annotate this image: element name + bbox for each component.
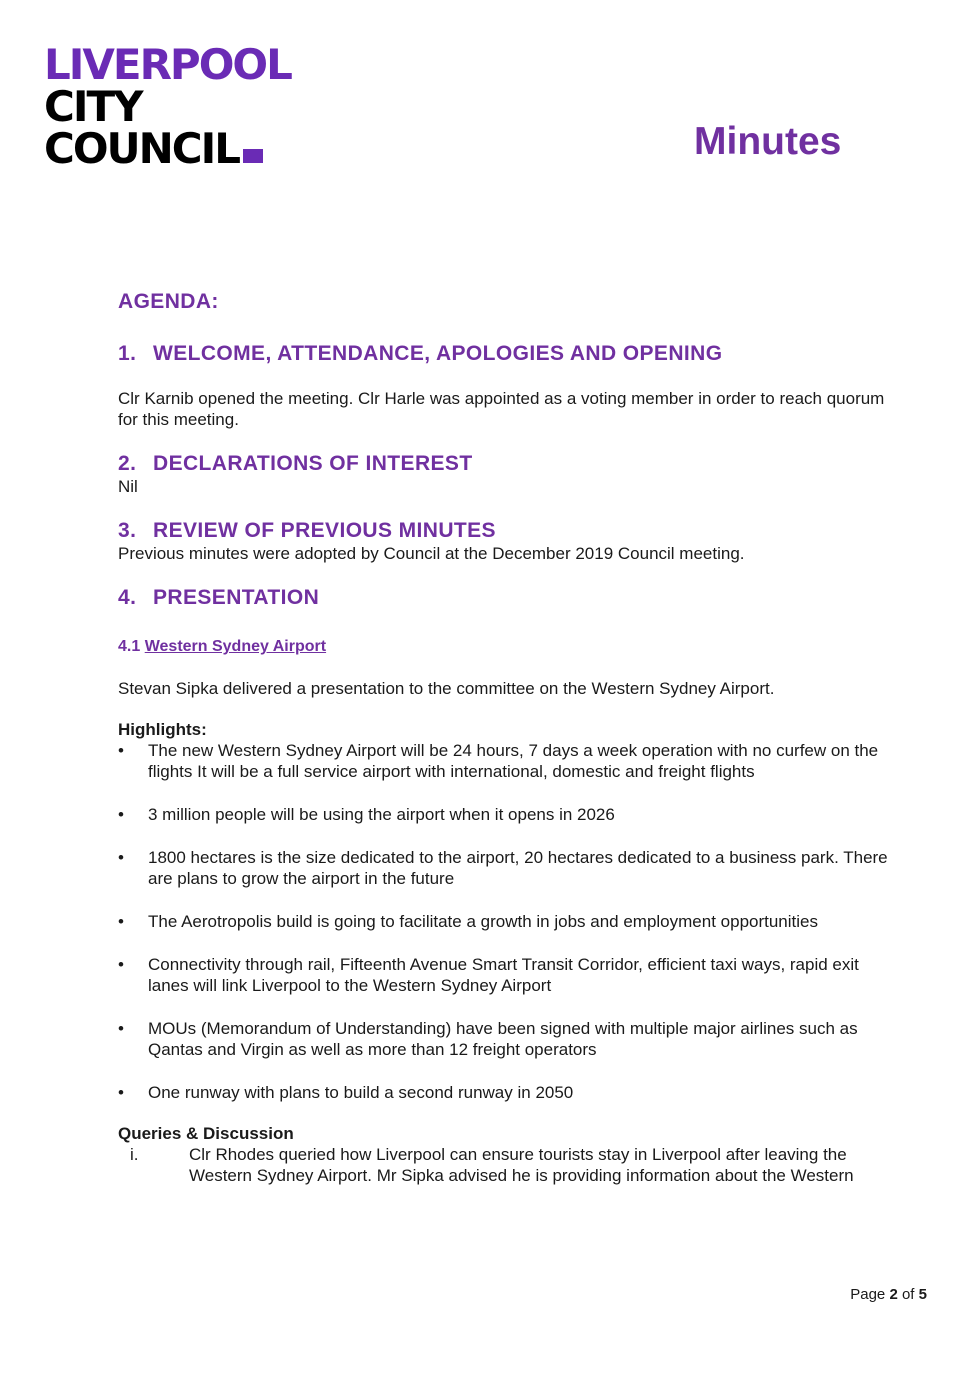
list-item: • Connectivity through rail, Fifteenth Avenue Smart Transit Corridor, efficient taxi ways, rapid exit lanes will link Liverpool to the Western Sydney Airport [118, 954, 890, 996]
logo-line-council-text: COUNCIL [44, 124, 239, 173]
section-title: DECLARATIONS OF INTEREST [153, 452, 473, 475]
page-number: 2 [889, 1286, 898, 1303]
section-3-body: Previous minutes were adopted by Council at the December 2019 Council meeting. [118, 544, 745, 563]
page-footer [850, 1286, 927, 1303]
western-sydney-airport-link[interactable]: Western Sydney Airport [144, 638, 327, 655]
section-number: 2. [118, 452, 137, 475]
section-title: WELCOME, ATTENDANCE, APOLOGIES AND OPENING [153, 342, 723, 365]
section-4-heading [118, 586, 890, 610]
queries-list [118, 1144, 890, 1186]
highlights-list [118, 740, 890, 1103]
section-1-heading [118, 342, 890, 366]
query-marker: i. [130, 1145, 139, 1164]
agenda-heading: AGENDA: [118, 290, 219, 313]
list-item [118, 1144, 890, 1186]
logo-line-council [44, 124, 291, 173]
section-number: 4. [118, 586, 137, 609]
document-title: Minutes [694, 120, 842, 163]
list-item: • One runway with plans to build a second runway in 2050 [118, 1082, 890, 1103]
logo-mark-icon [243, 149, 263, 163]
logo-line-city: CITY [44, 82, 142, 131]
section-number: 1. [118, 342, 137, 365]
of-word: of [901, 1286, 915, 1303]
section-2-heading [118, 452, 890, 476]
logo-line-liverpool: LIVERPOOL [44, 40, 291, 89]
list-item: • The Aerotropolis build is going to facilitate a growth in jobs and employment opportunities [118, 911, 890, 932]
section-3-heading [118, 519, 890, 543]
presentation-intro: Stevan Sipka delivered a presentation to the committee on the Western Sydney Airport. [118, 679, 775, 698]
page-total: 5 [918, 1286, 927, 1303]
queries-label: Queries & Discussion [118, 1124, 294, 1143]
council-logo [44, 40, 291, 173]
list-item: • The new Western Sydney Airport will be 24 hours, 7 days a week operation with no curfew on the flights It will be a full service airport with international, domestic and freight flights [118, 740, 890, 782]
section-title: REVIEW OF PREVIOUS MINUTES [153, 519, 496, 542]
query-text: Clr Rhodes queried how Liverpool can ensure tourists stay in Liverpool after leaving the Western Sydney Airport. Mr Sipka advised he is providing information about the Western [189, 1145, 854, 1185]
minutes-content [118, 290, 890, 1186]
list-item: • MOUs (Memorandum of Understanding) have been signed with multiple major airlines such as Qantas and Virgin as well as more than 12 freight operators [118, 1018, 890, 1060]
list-item: • 3 million people will be using the airport when it opens in 2026 [118, 804, 890, 825]
section-2-body: Nil [118, 477, 138, 496]
section-number: 3. [118, 519, 137, 542]
section-1-body: Clr Karnib opened the meeting. Clr Harle was appointed as a voting member in order to reach quorum for this meeting. [118, 389, 885, 429]
section-title: PRESENTATION [153, 586, 320, 609]
highlights-label: Highlights: [118, 720, 207, 739]
page-word: Page [850, 1286, 886, 1303]
list-item: • 1800 hectares is the size dedicated to the airport, 20 hectares dedicated to a business park. There are plans to grow the airport in the future [118, 847, 890, 889]
subsection-4-1-heading [118, 638, 890, 656]
subsection-number: 4.1 [118, 638, 141, 655]
